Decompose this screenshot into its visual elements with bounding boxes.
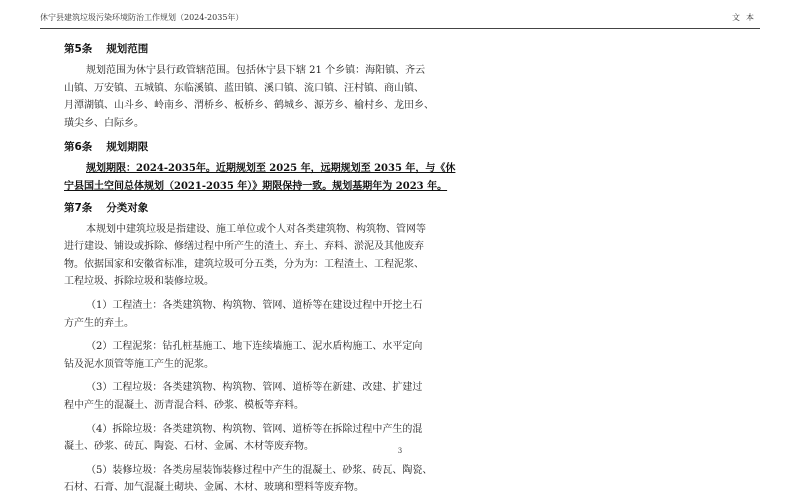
article-6-body: [64, 160, 744, 195]
article-7-intro-line: 物。依据国家和安徽省标准，建筑垃圾可分五类，分为为：工程渣土、工程泥浆、: [64, 258, 424, 270]
article-6-line: 规划期限：2024-2035年。近期规划至 2025 年，远期规划至 2035 年，与《休: [86, 163, 456, 175]
article-7-intro-line: 工程垃圾、拆除垃圾和装修垃圾。: [64, 276, 214, 288]
article-5-body: [64, 62, 744, 132]
article-7-intro-line: 进行建设、铺设或拆除、修缮过程中所产生的渣土、弃土、弃料、淤泥及其他废弃: [64, 241, 424, 253]
item-line: （5）装修垃圾：各类房屋装饰装修过程中产生的混凝土、砂浆、砖瓦、陶瓷、: [86, 464, 433, 476]
item-line: 方产生的弃土。: [64, 317, 134, 329]
item-line: （4）拆除垃圾：各类建筑物、构筑物、管网、道桥等在拆除过程中产生的混: [86, 423, 423, 435]
article-7-item-2: [64, 338, 744, 373]
item-line: （2）工程泥浆：钻孔桩基施工、地下连续墙施工、泥水盾构施工、水平定向: [86, 341, 423, 353]
item-line: 石材、石膏、加气混凝土砌块、金属、木材、玻璃和塑料等废弃物。: [64, 482, 364, 494]
item-line: 钻及泥水顶管等施工产生的泥浆。: [64, 358, 214, 370]
header-doc-type: 文本: [732, 13, 760, 22]
page-header: [40, 6, 760, 29]
header-title: 休宁县建筑垃圾污染环境防治工作规划（2024-2035年）: [40, 13, 244, 22]
article-6-line: 宁县国土空间总体规划（2021-2035 年）》期限保持一致。规划基期年为 2023 年。: [64, 180, 448, 192]
item-line: （1）工程渣土：各类建筑物、构筑物、管网、道桥等在建设过程中开挖土石: [86, 299, 423, 311]
article-5-line: 规划范围为休宁县行政管辖范围。包括休宁县下辖 21 个乡镇：海阳镇、齐云: [86, 65, 426, 76]
article-7-number: 第7条: [64, 201, 93, 214]
article-7-title: 分类对象: [106, 201, 149, 214]
article-7-heading: [64, 199, 744, 217]
article-5-line: 山镇、万安镇、五城镇、东临溪镇、蓝田镇、溪口镇、流口镇、汪村镇、商山镇、: [64, 82, 424, 94]
article-5-line: 璜尖乡、白际乡。: [64, 117, 144, 129]
item-line: （3）工程垃圾：各类建筑物、构筑物、管网、道桥等在新建、改建、扩建过: [86, 382, 423, 394]
item-line: 凝土、砂浆、砖瓦、陶瓷、石材、金属、木材等废弃物。: [64, 441, 314, 453]
document-body: [64, 40, 744, 497]
article-6-heading: [64, 138, 744, 156]
article-7-intro: [64, 221, 744, 291]
article-5-heading: [64, 40, 744, 58]
article-7-item-3: [64, 379, 744, 414]
article-7-item-5: [64, 462, 744, 497]
article-5-number: 第5条: [64, 43, 93, 55]
page-number: 3: [397, 447, 403, 455]
article-7-item-1: [64, 297, 744, 332]
article-7-intro-line: 本规划中建筑垃圾是指建设、施工单位或个人对各类建筑物、构筑物、管网等: [86, 223, 426, 235]
article-5-line: 月潭湖镇、山斗乡、岭南乡、渭桥乡、板桥乡、鹤城乡、源芳乡、榆村乡、龙田乡、: [64, 100, 434, 112]
item-line: 程中产生的混凝土、沥青混合料、砂浆、模板等弃料。: [64, 399, 304, 411]
article-6-title: 规划期限: [106, 141, 149, 154]
article-6-number: 第6条: [64, 141, 93, 154]
article-5-title: 规划范围: [106, 43, 149, 55]
